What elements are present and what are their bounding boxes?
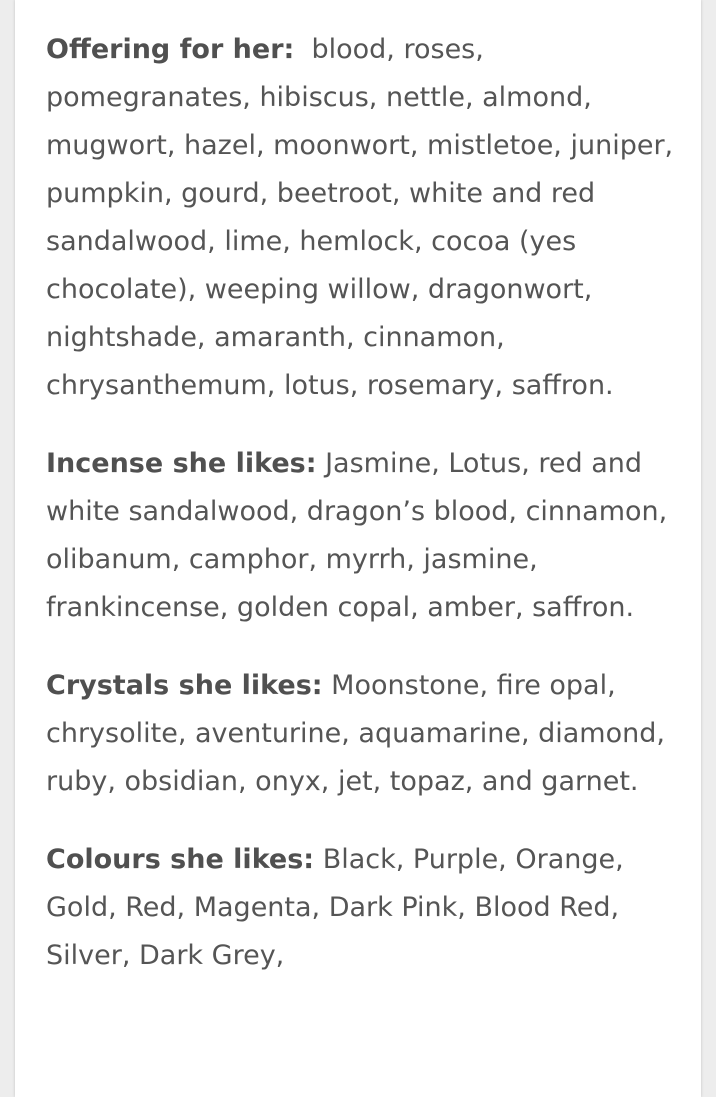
crystals-text: Moonstone, fire opal, chrysolite, aventurine, aquamarine, diamond, ruby, obsidian, onyx, jet, topaz, and garnet. <box>46 670 674 797</box>
article-body <box>46 26 686 1010</box>
crystals-paragraph <box>46 662 686 806</box>
colours-label: Colours she likes: <box>46 844 315 875</box>
colours-paragraph <box>46 836 686 980</box>
crystals-label: Crystals she likes: <box>46 670 323 701</box>
offering-text: blood, roses, pomegranates, hibiscus, nettle, almond, mugwort, hazel, moonwort, mistletoe, juniper, pumpkin, gourd, beetroot, white and red sandalwood, lime, hemlock, cocoa (yes chocolate), weeping willow, dragonwort, nightshade, amaranth, cinnamon, chrysanthemum, lotus, rosemary, saffron. <box>46 34 682 401</box>
colours-text: Black, Purple, Orange, Gold, Red, Magenta, Dark Pink, Blood Red, Silver, Dark Grey, <box>46 844 633 971</box>
incense-paragraph <box>46 440 686 632</box>
incense-label: Incense she likes: <box>46 448 317 479</box>
offering-paragraph <box>46 26 686 410</box>
incense-text: Jasmine, Lotus, red and white sandalwood, dragon’s blood, cinnamon, olibanum, camphor, myrrh, jasmine, frankincense, golden copal, amber, saffron. <box>46 448 676 623</box>
offering-label: Offering for her: <box>46 34 295 65</box>
